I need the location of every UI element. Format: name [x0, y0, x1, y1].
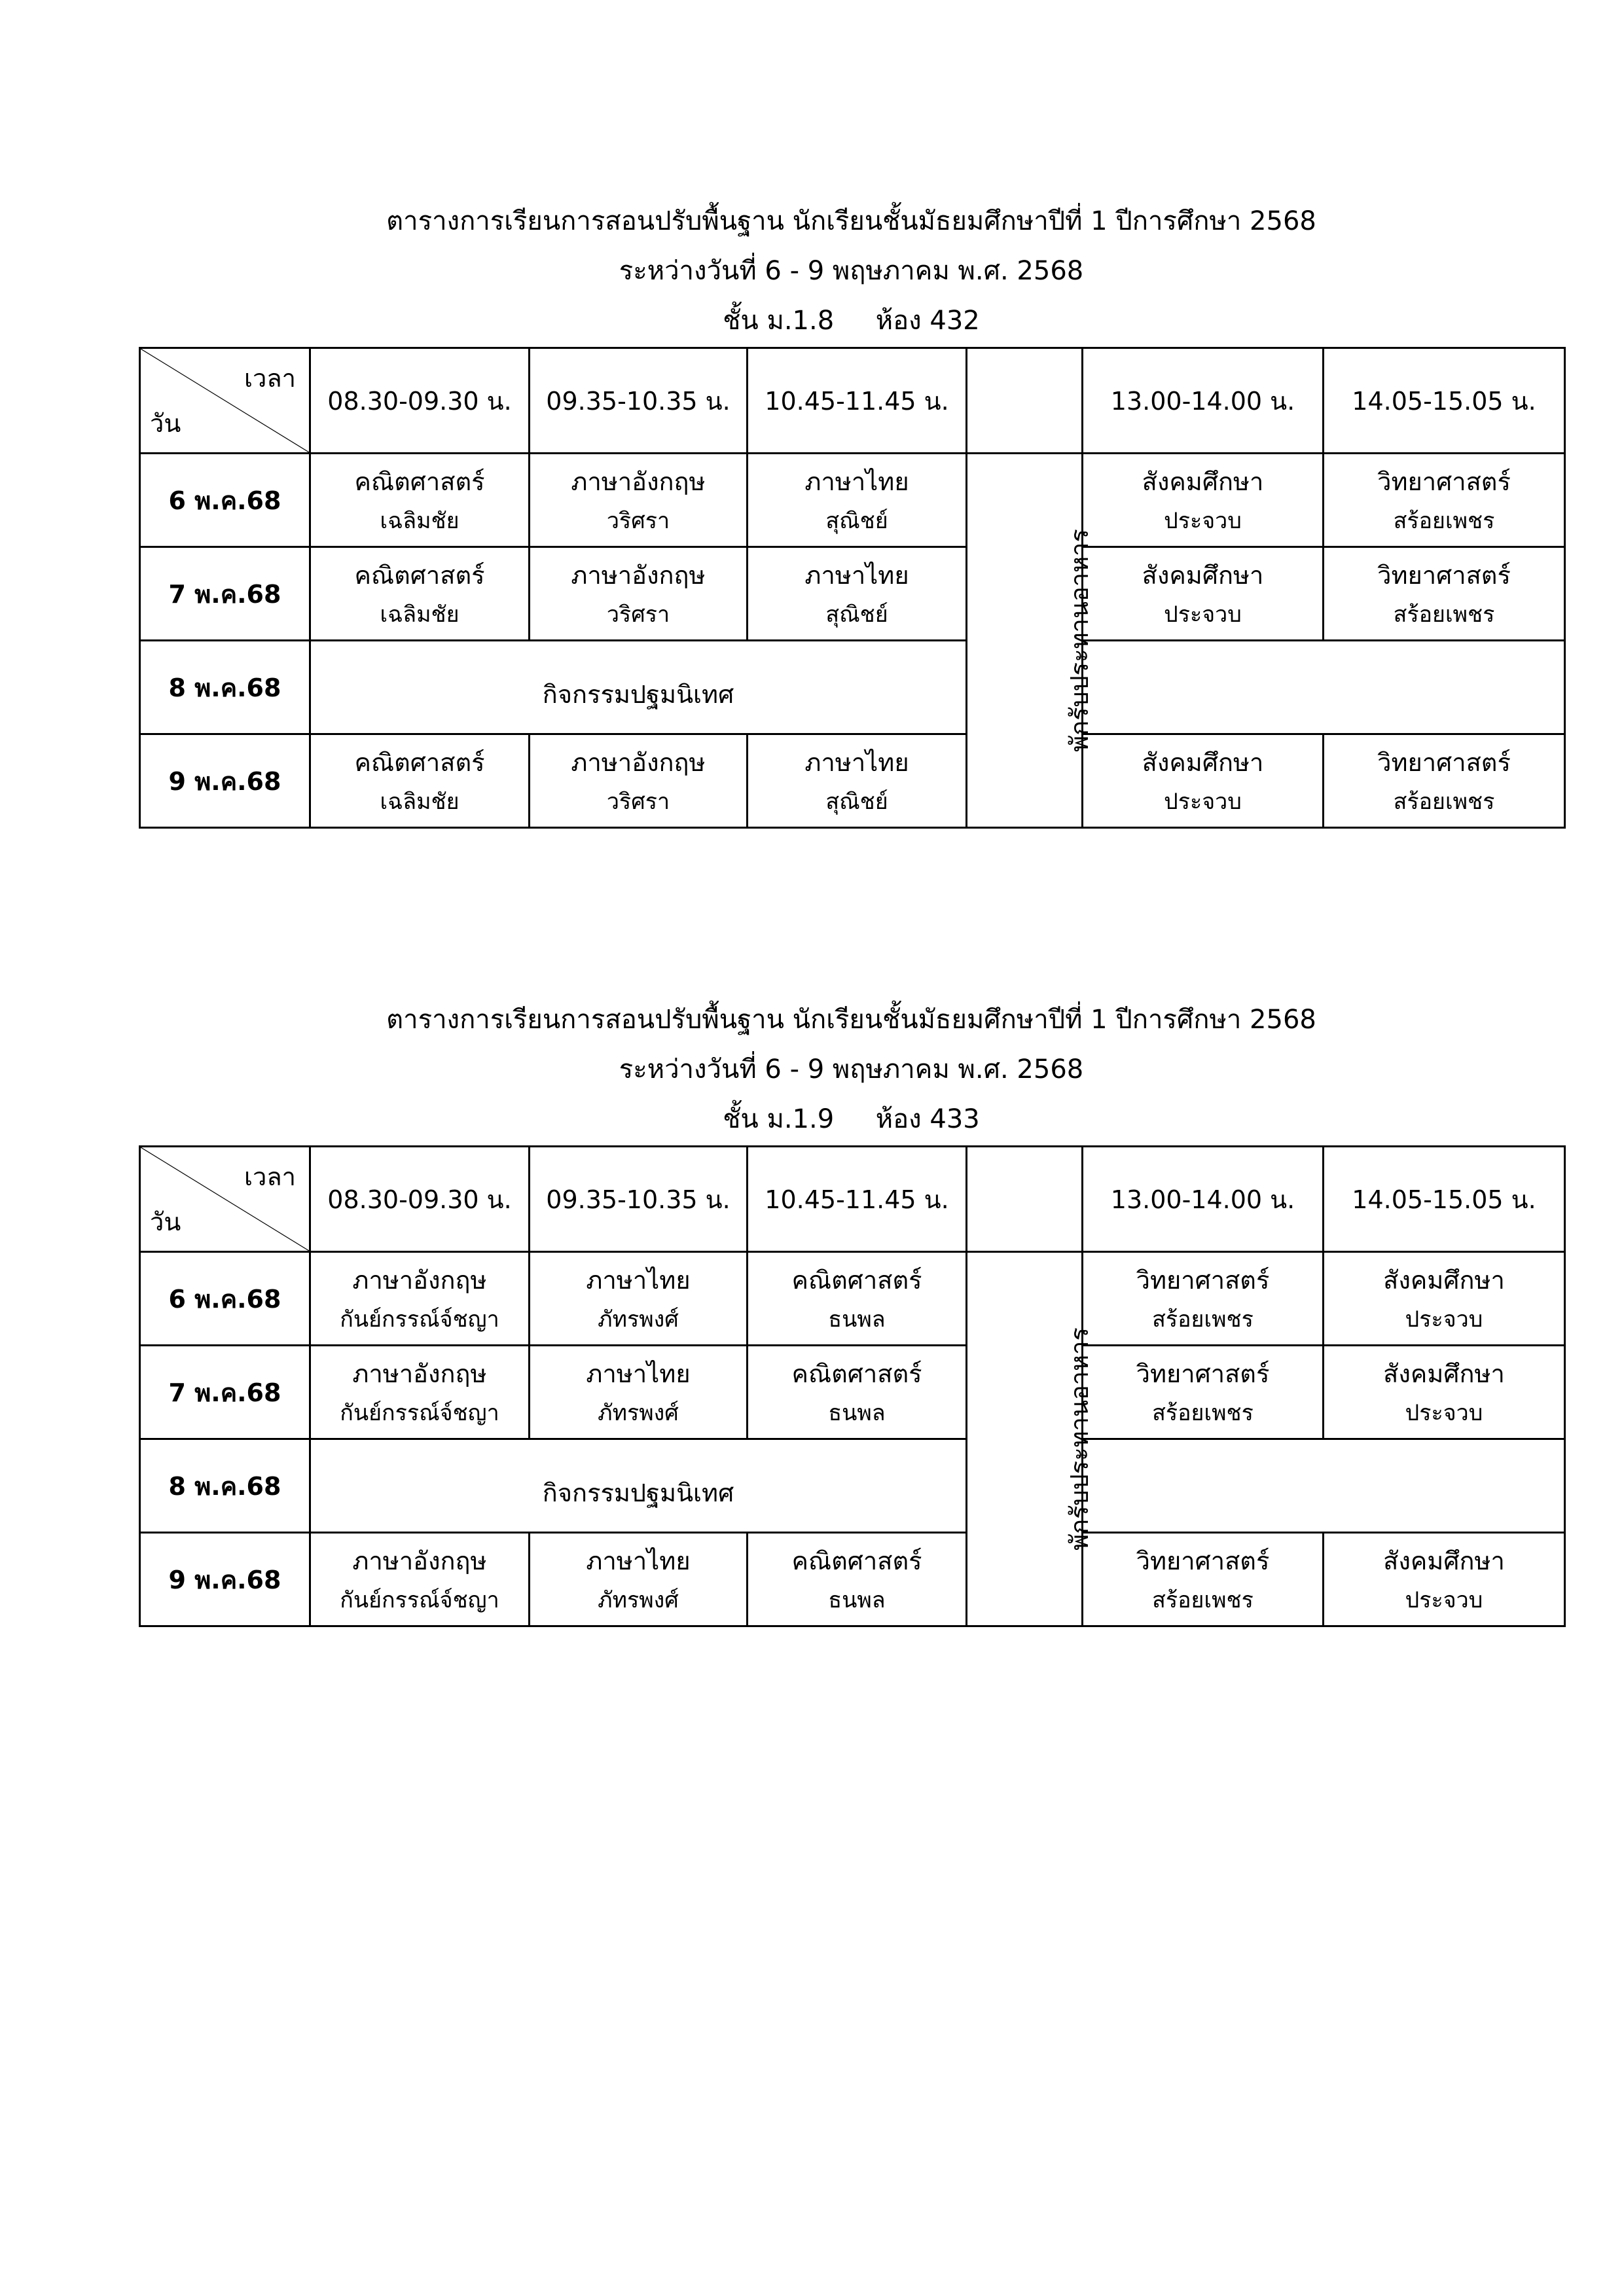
teacher-name: สร้อยเพชร: [1152, 1306, 1254, 1333]
subject-name: ภาษาไทย: [586, 1266, 691, 1295]
date-cell: 6 พ.ค.68: [140, 1252, 310, 1346]
teacher-name: ประจวบ: [1405, 1400, 1483, 1426]
subject-name: สังคมศึกษา: [1142, 467, 1264, 496]
subject-name: ภาษาไทย: [804, 467, 909, 496]
class-cell: [1324, 734, 1565, 828]
teacher-name: สุณิชย์: [825, 601, 888, 628]
empty-cell: [1083, 1439, 1565, 1533]
subject-name: คณิตศาสตร์: [791, 1359, 922, 1388]
teacher-name: สุณิชย์: [825, 508, 888, 534]
period-header: 08.30-09.30 น.: [310, 1147, 530, 1252]
teacher-name: วริศรา: [606, 601, 670, 628]
subject-name: คณิตศาสตร์: [791, 1266, 922, 1295]
day-row: [140, 547, 1565, 641]
subject-name: วิทยาศาสตร์: [1377, 561, 1511, 590]
subject-name: คณิตศาสตร์: [354, 748, 485, 777]
lunch-break-label: พักรับประทานอาหาร: [1064, 529, 1094, 752]
class-cell: [310, 454, 530, 547]
day-row: [140, 1252, 1565, 1346]
teacher-name: ธนพล: [828, 1306, 886, 1333]
schedule-title: ตารางการเรียนการสอนปรับพื้นฐาน นักเรียนชั้นมัธยมศึกษาปีที่ 1 ปีการศึกษา 2568: [386, 1005, 1316, 1035]
period-header: 10.45-11.45 น.: [748, 348, 967, 454]
time-label: เวลา: [244, 1162, 296, 1191]
day-row: [140, 1346, 1565, 1439]
subject-name: วิทยาศาสตร์: [1136, 1266, 1270, 1295]
class-cell: [748, 1346, 967, 1439]
class-cell: [310, 547, 530, 641]
class-cell: [1083, 547, 1324, 641]
class-cell: [1324, 1252, 1565, 1346]
date-cell: 7 พ.ค.68: [140, 1346, 310, 1439]
subject-name: ภาษาอังกฤษ: [352, 1266, 487, 1295]
teacher-name: สร้อยเพชร: [1152, 1400, 1254, 1426]
class-cell: [530, 547, 748, 641]
teacher-name: ประจวบ: [1405, 1587, 1483, 1613]
subject-name: ภาษาอังกฤษ: [571, 748, 706, 777]
teacher-name: เฉลิมชัย: [380, 508, 460, 534]
teacher-name: สร้อยเพชร: [1152, 1587, 1254, 1613]
subject-name: วิทยาศาสตร์: [1377, 467, 1511, 496]
period-header: 13.00-14.00 น.: [1083, 348, 1324, 454]
teacher-name: ธนพล: [828, 1587, 886, 1613]
subject-name: ภาษาไทย: [804, 561, 909, 590]
teacher-name: ภัทรพงศ์: [598, 1587, 679, 1613]
day-row: [140, 641, 1565, 734]
day-row: [140, 1439, 1565, 1533]
date-cell: 9 พ.ค.68: [140, 734, 310, 828]
subject-name: ภาษาอังกฤษ: [571, 561, 706, 590]
period-header: 08.30-09.30 น.: [310, 348, 530, 454]
class-cell: [748, 454, 967, 547]
class-cell: [310, 1346, 530, 1439]
header-row: [140, 1147, 1565, 1252]
teacher-name: ประจวบ: [1164, 789, 1242, 815]
class-cell: [530, 1252, 748, 1346]
lunch-break-cell: [967, 1252, 1094, 1626]
subject-name: สังคมศึกษา: [1383, 1359, 1505, 1388]
period-header: 14.05-15.05 น.: [1324, 348, 1565, 454]
period-header: 09.35-10.35 น.: [530, 348, 748, 454]
schedule-titles: [139, 196, 1564, 346]
subject-name: ภาษาอังกฤษ: [571, 467, 706, 496]
timetable: [139, 347, 1566, 829]
subject-name: คณิตศาสตร์: [354, 561, 485, 590]
subject-name: ภาษาไทย: [586, 1547, 691, 1575]
subject-name: วิทยาศาสตร์: [1136, 1547, 1270, 1575]
timetable: [139, 1145, 1566, 1627]
subject-name: ภาษาอังกฤษ: [352, 1359, 487, 1388]
subject-name: คณิตศาสตร์: [791, 1547, 922, 1575]
schedule-block-2: [139, 995, 1564, 1627]
teacher-name: กันย์กรรณ์จ์ชญา: [340, 1400, 499, 1426]
teacher-name: เฉลิมชัย: [380, 789, 460, 815]
teacher-name: ประจวบ: [1164, 601, 1242, 628]
teacher-name: ประจวบ: [1405, 1306, 1483, 1333]
class-cell: [748, 734, 967, 828]
subject-name: วิทยาศาสตร์: [1377, 748, 1511, 777]
day-row: [140, 454, 1565, 547]
class-cell: [1324, 1346, 1565, 1439]
subject-name: สังคมศึกษา: [1383, 1266, 1505, 1295]
teacher-name: สร้อยเพชร: [1393, 789, 1495, 815]
class-cell: [748, 547, 967, 641]
day-row: [140, 1533, 1565, 1626]
corner-cell: [140, 1147, 310, 1252]
schedule-date-range: ระหว่างวันที่ 6 - 9 พฤษภาคม พ.ศ. 2568: [619, 1054, 1084, 1085]
teacher-name: สุณิชย์: [825, 789, 888, 815]
date-cell: 8 พ.ค.68: [140, 641, 310, 734]
schedule-title: ตารางการเรียนการสอนปรับพื้นฐาน นักเรียนชั้นมัธยมศึกษาปีที่ 1 ปีการศึกษา 2568: [386, 206, 1316, 236]
class-cell: [310, 1533, 530, 1626]
class-cell: [310, 1252, 530, 1346]
class-cell: [1083, 1533, 1324, 1626]
time-label: เวลา: [244, 364, 296, 393]
day-row: [140, 734, 1565, 828]
teacher-name: เฉลิมชัย: [380, 601, 460, 628]
class-cell: [1324, 547, 1565, 641]
class-room-label: ชั้น ม.1.9 ห้อง 433: [723, 1104, 980, 1134]
activity-cell: กิจกรรมปฐมนิเทศ: [310, 641, 967, 734]
subject-name: ภาษาอังกฤษ: [352, 1547, 487, 1575]
class-cell: [530, 1346, 748, 1439]
date-cell: 8 พ.ค.68: [140, 1439, 310, 1533]
lunch-break-cell: [967, 454, 1094, 828]
schedule-titles: [139, 995, 1564, 1144]
day-label: วัน: [150, 409, 181, 438]
subject-name: ภาษาไทย: [586, 1359, 691, 1388]
empty-cell: [1083, 641, 1565, 734]
lunch-break-label: พักรับประทานอาหาร: [1064, 1327, 1094, 1551]
teacher-name: วริศรา: [606, 789, 670, 815]
subject-name: สังคมศึกษา: [1142, 561, 1264, 590]
period-header: 09.35-10.35 น.: [530, 1147, 748, 1252]
teacher-name: กันย์กรรณ์จ์ชญา: [340, 1306, 499, 1333]
class-cell: [1324, 1533, 1565, 1626]
teacher-name: วริศรา: [606, 508, 670, 534]
teacher-name: ประจวบ: [1164, 508, 1242, 534]
subject-name: สังคมศึกษา: [1142, 748, 1264, 777]
class-cell: [748, 1252, 967, 1346]
date-cell: 9 พ.ค.68: [140, 1533, 310, 1626]
class-cell: [1083, 1346, 1324, 1439]
schedule-block-1: [139, 196, 1564, 829]
subject-name: ภาษาไทย: [804, 748, 909, 777]
class-cell: [1083, 734, 1324, 828]
subject-name: คณิตศาสตร์: [354, 467, 485, 496]
schedule-date-range: ระหว่างวันที่ 6 - 9 พฤษภาคม พ.ศ. 2568: [619, 256, 1084, 286]
class-cell: [1083, 454, 1324, 547]
class-cell: [310, 734, 530, 828]
class-cell: [530, 454, 748, 547]
date-cell: 7 พ.ค.68: [140, 547, 310, 641]
header-row: [140, 348, 1565, 454]
class-cell: [530, 1533, 748, 1626]
break-header-cell: [967, 348, 1083, 454]
date-cell: 6 พ.ค.68: [140, 454, 310, 547]
break-header-cell: [967, 1147, 1083, 1252]
day-label: วัน: [150, 1208, 181, 1236]
activity-cell: กิจกรรมปฐมนิเทศ: [310, 1439, 967, 1533]
teacher-name: สร้อยเพชร: [1393, 508, 1495, 534]
class-cell: [1083, 1252, 1324, 1346]
class-cell: [748, 1533, 967, 1626]
teacher-name: ภัทรพงศ์: [598, 1400, 679, 1426]
teacher-name: กันย์กรรณ์จ์ชญา: [340, 1587, 499, 1613]
teacher-name: สร้อยเพชร: [1393, 601, 1495, 628]
teacher-name: ภัทรพงศ์: [598, 1306, 679, 1333]
class-cell: [1324, 454, 1565, 547]
period-header: 13.00-14.00 น.: [1083, 1147, 1324, 1252]
period-header: 10.45-11.45 น.: [748, 1147, 967, 1252]
subject-name: สังคมศึกษา: [1383, 1547, 1505, 1575]
corner-cell: [140, 348, 310, 454]
period-header: 14.05-15.05 น.: [1324, 1147, 1565, 1252]
class-cell: [530, 734, 748, 828]
subject-name: วิทยาศาสตร์: [1136, 1359, 1270, 1388]
teacher-name: ธนพล: [828, 1400, 886, 1426]
class-room-label: ชั้น ม.1.8 ห้อง 432: [723, 306, 980, 336]
